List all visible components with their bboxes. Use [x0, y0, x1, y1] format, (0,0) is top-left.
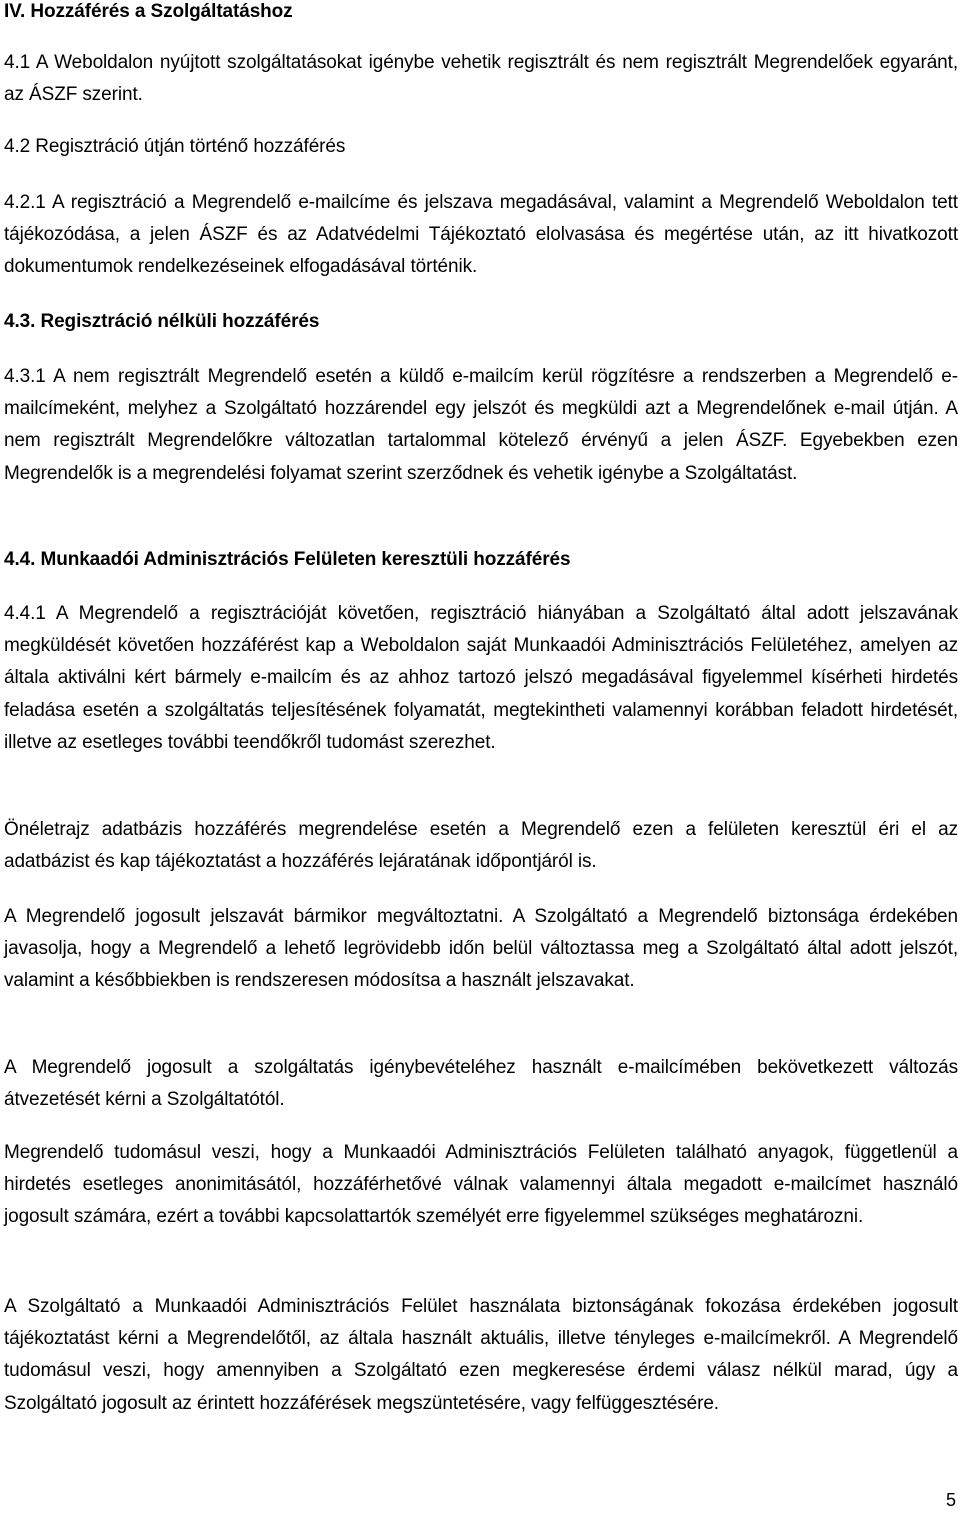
page-number: 5: [945, 1490, 956, 1510]
paragraph-4-3-1: 4.3.1 A nem regisztrált Megrendelő esetén a küldő e-mailcím kerül rögzítésre a rendszerben a Megrendelő e-mailcímeként, melyhez a Szolgáltató hozzárendel egy jelszót és megküldi azt a Megrendelőnek e-mail útján. A nem regisztrált Megrendelőkre változatlan tartalommal kötelező érvényű a jelen ÁSZF. Egyebekben ezen Megrendelők is a megrendelési folyamat szerint szerződnek és vehetik igénybe a Szolgáltatást.: [4, 366, 958, 484]
heading-4-2: 4.2 Regisztráció útján történő hozzáférés: [4, 136, 346, 157]
paragraph-4-2-1: 4.2.1 A regisztráció a Megrendelő e-mailcíme és jelszava megadásával, valamint a Megrendelő Weboldalon tett tájékozódása, a jelen ÁSZF és az Adatvédelmi Tájékoztató elolvasása és megértése után, az itt hivatkozott dokumentumok rendelkezéseinek elfogadásával történik.: [4, 192, 958, 278]
heading-4-4: 4.4. Munkaadói Adminisztrációs Felületen keresztüli hozzáférés: [4, 549, 571, 570]
paragraph-4-1: 4.1 A Weboldalon nyújtott szolgáltatásokat igénybe vehetik regisztrált és nem regisztrált Megrendelőek egyaránt, az ÁSZF szerint.: [4, 52, 958, 106]
heading-4-3: 4.3. Regisztráció nélküli hozzáférés: [4, 311, 320, 332]
section-title: IV. Hozzáférés a Szolgáltatáshoz: [4, 1, 293, 22]
paragraph-acknowledge: Megrendelő tudomásul veszi, hogy a Munkaadói Adminisztrációs Felületen található anyagok, függetlenül a hirdetés esetleges anonimitásától, hozzáférhetővé válnak valamennyi általa megadott e-mailcímet használó jogosult számára, ezért a további kapcsolattartók személyét erre figyelemmel szükséges meghatározni.: [4, 1142, 958, 1228]
paragraph-security: A Szolgáltató a Munkaadói Adminisztrációs Felület használata biztonságának fokozása érdekében jogosult tájékoztatást kérni a Megrendelőtől, az általa használt aktuális, illetve tényleges e-mailcímekről. A Megrendelő tudomásul veszi, hogy amennyiben a Szolgáltató ezen megkeresése érdemi válasz nélkül marad, úgy a Szolgáltató jogosult az érintett hozzáférések megszüntetésére, vagy felfüggesztésére.: [4, 1296, 958, 1414]
paragraph-email-change: A Megrendelő jogosult a szolgáltatás igénybevételéhez használt e-mailcímében bekövetkezett változás átvezetését kérni a Szolgáltatótól.: [4, 1057, 958, 1111]
paragraph-cv-database: Önéletrajz adatbázis hozzáférés megrendelése esetén a Megrendelő ezen a felületen keresztül éri el az adatbázist és kap tájékoztatást a hozzáférés lejáratának időpontjáról is.: [4, 819, 958, 873]
paragraph-password: A Megrendelő jogosult jelszavát bármikor megváltoztatni. A Szolgáltató a Megrendelő biztonsága érdekében javasolja, hogy a Megrendelő a lehető legrövidebb időn belül változtassa meg a Szolgáltató által adott jelszót, valamint a későbbiekben is rendszeresen módosítsa a használt jelszavakat.: [4, 906, 958, 992]
paragraph-4-4-1: 4.4.1 A Megrendelő a regisztrációját követően, regisztráció hiányában a Szolgáltató által adott jelszavának megküldését követően hozzáférést kap a Weboldalon saját Munkaadói Adminisztrációs Felületéhez, amelyen az általa aktiválni kért bármely e-mailcím és az ahhoz tartozó jelszó megadásával figyelemmel kísérheti hirdetés feladása esetén a szolgáltatás teljesítésének folyamatát, megtekintheti valamennyi korábban feladott hirdetését, illetve az esetleges további teendőkről tudomást szerezhet.: [4, 603, 958, 753]
